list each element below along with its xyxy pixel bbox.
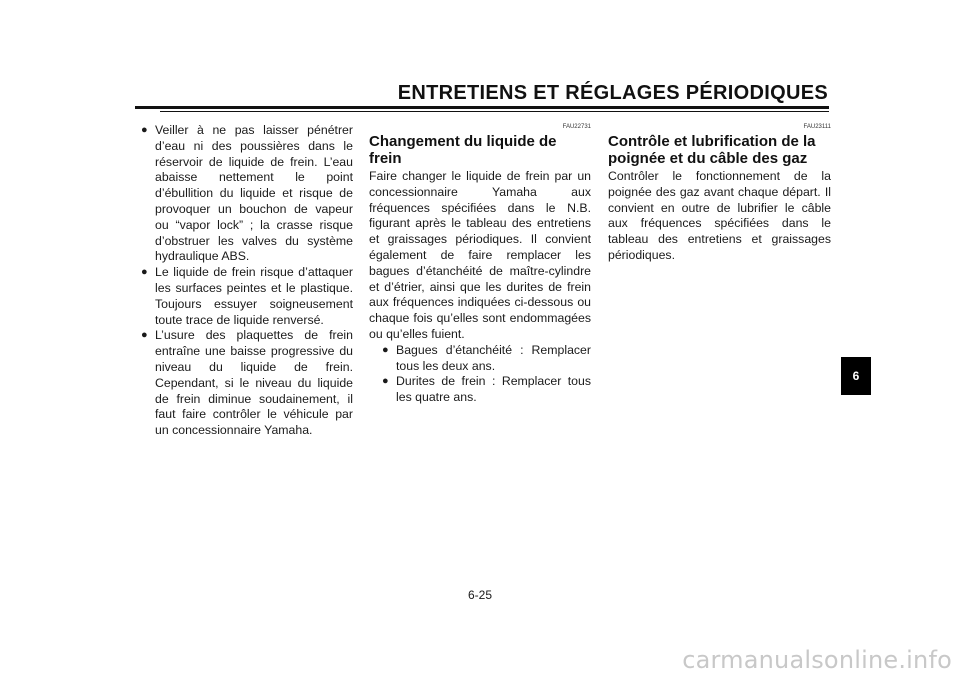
list-item bbox=[369, 374, 591, 406]
section-code: FAU22731 bbox=[562, 124, 591, 130]
bullet-icon: ● bbox=[141, 266, 148, 279]
section-code: FAU23111 bbox=[803, 124, 831, 130]
column-middle bbox=[369, 123, 591, 406]
bullet-text: Bagues d’étanchéité : Remplacer tous les deux ans. bbox=[396, 342, 591, 373]
bullet-text: Veiller à ne pas laisser pénétrer d’eau ni des poussières dans le réservoir de liquide de frein. L’eau abaisse nettement le point d’ébullition du liquide et risque de provoquer un bouchon de vapeur ou “vapor lock” ; la crasse risque d’obstruer les valves du système hydraulique ABS. bbox=[155, 123, 353, 264]
header-rule-thick bbox=[135, 106, 829, 109]
bullet-icon: ● bbox=[141, 124, 148, 136]
bullet-text: Durites de frein : Remplacer tous les quatre ans. bbox=[396, 374, 591, 405]
column-left bbox=[140, 123, 353, 439]
section-body: Faire changer le liquide de frein par un concessionnaire Yamaha aux fréquences spécifiées dans le N.B. figurant après le tableau des entretiens et graissages périodiques. Il convient également de faire remplacer les bagues d’étanchéité de maître-cylindre et d’étrier, ainsi que les durites de frein aux fréquences indiquées ci-dessous ou chaque fois qu’elles sont endommagées ou qu’elles fuient. bbox=[369, 169, 591, 341]
page-number: 6-25 bbox=[467, 588, 493, 602]
bullet-icon: ● bbox=[141, 329, 148, 342]
bullet-text: Le liquide de frein risque d’attaquer les surfaces peintes et le plastique. Toujours essuyer soigneusement toute trace de liquide renversé. bbox=[155, 265, 353, 327]
list-item bbox=[369, 343, 591, 375]
header-rule-thin bbox=[160, 111, 829, 112]
list-item bbox=[140, 265, 353, 328]
page-title: ENTRETIENS ET RÉGLAGES PÉRIODIQUES bbox=[397, 82, 828, 104]
list-item bbox=[140, 123, 353, 265]
bullet-text: L’usure des plaquettes de frein entraîne une baisse progressive du niveau du liquide de frein. Cependant, si le niveau du liquide de frein diminue soudainement, il faut faire contrôler le véhicule par un concessionnaire Yamaha. bbox=[155, 328, 353, 438]
bullet-icon: ● bbox=[382, 343, 389, 356]
bullet-icon: ● bbox=[382, 375, 389, 388]
watermark: carmanualsonline.info bbox=[682, 646, 952, 674]
chapter-tab: 6 bbox=[841, 357, 871, 395]
section-heading: Contrôle et lubrification de la poignée et du câble des gaz bbox=[608, 133, 816, 167]
list-item bbox=[140, 328, 353, 439]
section-heading: Changement du liquide de frein bbox=[369, 133, 557, 167]
column-right bbox=[608, 123, 831, 264]
section-body: Contrôler le fonctionnement de la poignée des gaz avant chaque départ. Il convient en outre de lubrifier le câble aux fréquences spécifiées dans le tableau des entretiens et graissages périodiques. bbox=[608, 169, 831, 262]
